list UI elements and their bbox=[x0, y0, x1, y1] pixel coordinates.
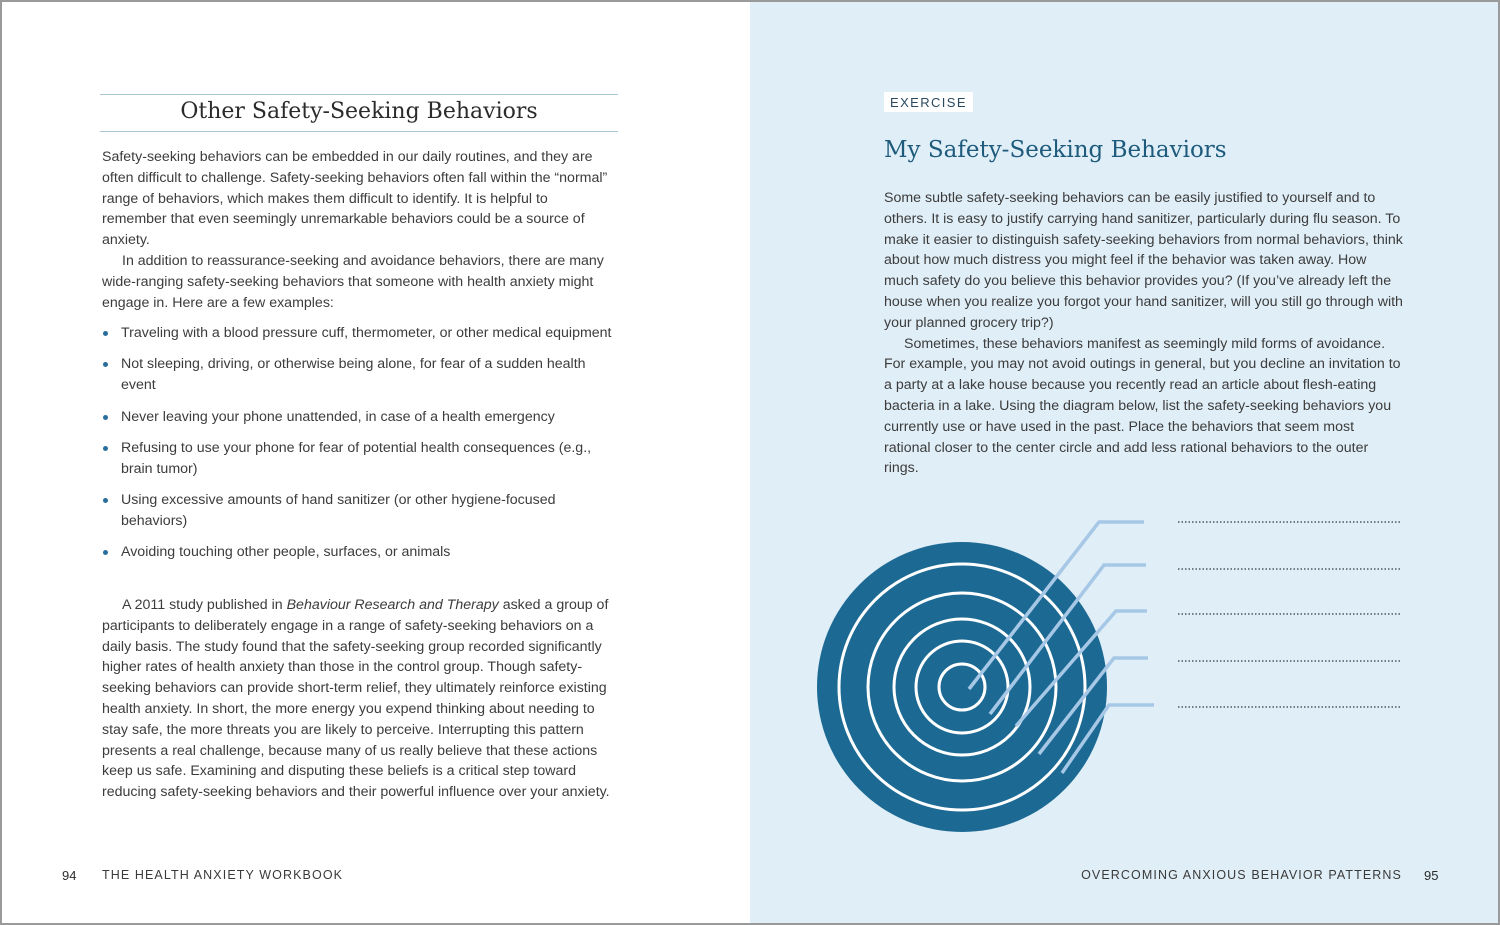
intro-text bbox=[102, 147, 614, 313]
list-item bbox=[102, 407, 614, 428]
page-number: 95 bbox=[1424, 868, 1439, 883]
bullet-icon bbox=[103, 415, 108, 420]
list-item bbox=[102, 542, 614, 563]
list-item bbox=[102, 438, 614, 480]
exercise-paragraph-1: Some subtle safety-seeking behaviors can be easily justified to yourself and to others. It is easy to justify carrying hand sanitizer, particularly during flu season. To make it easier to distinguish safety-seeking behaviors from normal behaviors, think about how much distress you might feel if the behavior was taken away. How much safety do you believe this behavior provides you? (If you’ve already left the house when you realize you forgot your hand sanitizer, will you still go through with your planned grocery trip?) bbox=[884, 190, 1403, 331]
running-title: OVERCOMING ANXIOUS BEHAVIOR PATTERNS bbox=[1081, 868, 1402, 882]
target-outer-disc bbox=[817, 542, 1107, 832]
exercise-text bbox=[884, 188, 1404, 479]
list-item bbox=[102, 490, 614, 532]
journal-title: Behaviour Research and Therapy bbox=[286, 597, 499, 613]
exercise-tag: EXERCISE bbox=[884, 92, 973, 112]
intro-paragraph-1: Safety-seeking behaviors can be embedded in our daily routines, and they are often difficult to challenge. Safety-seeking behaviors often fall within the “normal” range of behaviors, which makes them difficult to identify. It is helpful to remember that even seemingly unremarkable behaviors could be a source of anxiety. bbox=[102, 149, 608, 249]
bullet-icon bbox=[103, 446, 108, 451]
section-heading: Other Safety-Seeking Behaviors bbox=[180, 99, 538, 124]
study-text bbox=[102, 595, 614, 803]
list-item-text: Not sleeping, driving, or otherwise being alone, for fear of a sudden health event bbox=[121, 356, 586, 394]
page-number: 94 bbox=[62, 868, 77, 883]
list-item bbox=[102, 323, 614, 344]
list-item bbox=[102, 354, 614, 396]
study-text-after: asked a group of participants to deliberately engage in a range of safety-seeking behaviors on a daily basis. The study found that the safety-seeking group recorded significantly higher rates of health anxiety than those in the control group. Though safety-seeking behaviors can provide short-term relief, they ultimately reinforce existing health anxiety. In short, the more energy you expend thinking about needing to stay safe, the more threats you are likely to perceive. Interrupting this pattern presents a real challenge, because many of us really believe that these actions keep us safe. Examining and disputing these beliefs is a critical step toward reducing safety-seeking behaviors and their powerful influence over your anxiety. bbox=[102, 597, 610, 801]
left-page bbox=[2, 2, 750, 923]
study-text-before: A 2011 study published in bbox=[122, 597, 287, 613]
bullet-icon bbox=[103, 362, 108, 367]
bullet-icon bbox=[103, 550, 108, 555]
list-item-text: Never leaving your phone unattended, in case of a health emergency bbox=[121, 408, 555, 425]
exercise-heading: My Safety-Seeking Behaviors bbox=[884, 137, 1227, 163]
list-item-text: Avoiding touching other people, surfaces, or animals bbox=[121, 544, 451, 561]
list-item-text: Refusing to use your phone for fear of potential health consequences (e.g., brain tumor) bbox=[121, 439, 592, 477]
list-item-text: Traveling with a blood pressure cuff, thermometer, or other medical equipment bbox=[121, 325, 612, 341]
examples-list bbox=[102, 323, 614, 574]
list-item-text: Using excessive amounts of hand sanitizer (or other hygiene-focused behaviors) bbox=[121, 492, 556, 529]
intro-paragraph-2: In addition to reassurance-seeking and avoidance behaviors, there are many wide-ranging safety-seeking behaviors that someone with health anxiety might engage in. Here are a few examples: bbox=[102, 252, 604, 311]
bullet-icon bbox=[103, 331, 108, 336]
right-page bbox=[750, 2, 1498, 923]
study-paragraph bbox=[102, 595, 614, 803]
bullet-icon bbox=[103, 498, 108, 503]
target-diagram bbox=[750, 502, 1498, 842]
running-title: THE HEALTH ANXIETY WORKBOOK bbox=[102, 868, 344, 882]
exercise-paragraph-2: Sometimes, these behaviors manifest as seemingly mild forms of avoidance. For example, you may not avoid outings in general, but you decline an invitation to a party at a lake house because you recently read an article about flesh-eating bacteria in a lake. Using the diagram below, list the safety-seeking behaviors you currently use or have used in the past. Place the behaviors that seem most rational closer to the center circle and add less rational behaviors to the outer rings. bbox=[884, 335, 1401, 477]
section-heading-box bbox=[100, 94, 618, 132]
